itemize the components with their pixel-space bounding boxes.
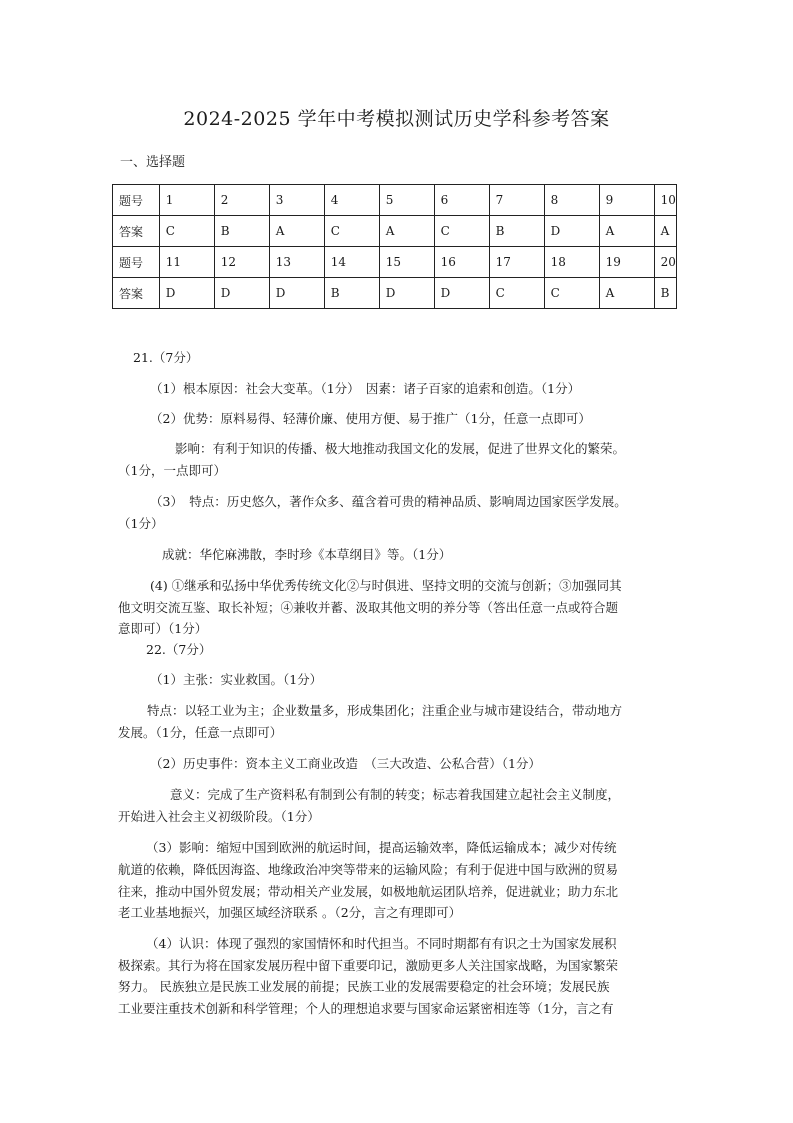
table-cell: A	[654, 216, 676, 247]
table-cell: C	[489, 278, 544, 309]
answer-22-4-line1: （4）认识：体现了强烈的家国情怀和时代担当。不同时期都有有识之士为国家发展积	[146, 936, 617, 951]
table-cell: C	[544, 278, 599, 309]
table-cell: C	[159, 216, 214, 247]
table-cell: A	[599, 216, 654, 247]
answer-table	[112, 184, 677, 309]
table-cell: 20	[654, 247, 676, 278]
question-22-heading: 22.（7分）	[146, 642, 212, 657]
answer-21-2-score: （1分，一点即可）	[118, 463, 226, 478]
table-cell: 13	[269, 247, 324, 278]
page-title: 2024-2025 学年中考模拟测试历史学科参考答案	[183, 108, 610, 130]
table-cell: C	[434, 216, 489, 247]
answer-21-4-line3: 意即可）（1分）	[118, 621, 208, 636]
table-cell: 12	[214, 247, 269, 278]
table-row	[113, 185, 677, 216]
table-cell: B	[214, 216, 269, 247]
answer-21-3-achievement: 成就：华佗麻沸散，李时珍《本草纲目》等。（1分）	[162, 547, 452, 562]
answer-22-4-line3: 努力。 民族独立是民族工业发展的前提；民族工业的发展需要稳定的社会环境；发展民族	[118, 979, 610, 994]
table-cell: 10	[654, 185, 676, 216]
table-cell: 9	[599, 185, 654, 216]
table-cell: 8	[544, 185, 599, 216]
answer-22-1: （1）主张：实业救国。（1分）	[150, 672, 323, 687]
table-cell: 11	[159, 247, 214, 278]
answer-22-2-score: 开始进入社会主义初级阶段。（1分）	[118, 809, 320, 824]
table-cell: 19	[599, 247, 654, 278]
table-cell: D	[159, 278, 214, 309]
answer-22-3-line4: 老工业基地振兴，加强区域经济联系 。（2分，言之有理即可）	[118, 905, 462, 920]
table-cell: 3	[269, 185, 324, 216]
table-cell: 2	[214, 185, 269, 216]
table-cell: 6	[434, 185, 489, 216]
table-row	[113, 247, 677, 278]
answer-22-1-score: 发展。（1分，任意一点即可）	[118, 725, 283, 740]
row-header-cell: 答案	[113, 278, 160, 309]
answer-22-2-significance: 意义：完成了生产资料私有制到公有制的转变；标志着我国建立起社会主义制度，	[170, 787, 621, 802]
table-cell: C	[324, 216, 379, 247]
answer-22-3-line2: 航道的依赖，降低因海盗、地缘政治冲突等带来的运输风险；有利于促进中国与欧洲的贸易	[118, 862, 619, 877]
table-cell: B	[324, 278, 379, 309]
answer-21-2-impact: 影响：有利于知识的传播、极大地推动我国文化的发展，促进了世界文化的繁荣。	[175, 441, 626, 456]
answer-22-3-line3: 往来，推动中国外贸发展；带动相关产业发展，如极地航运团队培养，促进就业；助力东北	[118, 884, 619, 899]
table-cell: D	[544, 216, 599, 247]
answer-22-2: （2）历史事件：资本主义工商业改造 （三大改造、公私合营）（1分）	[150, 756, 541, 771]
answer-21-1: （1）根本原因：社会大变革。（1分） 因素：诸子百家的追索和创造。（1分）	[150, 381, 581, 396]
answer-21-3: （3） 特点：历史悠久，著作众多、蕴含着可贵的精神品质、影响周边国家医学发展。	[150, 494, 627, 509]
table-cell: 7	[489, 185, 544, 216]
table-cell: 18	[544, 247, 599, 278]
answer-21-2: （2）优势：原料易得、轻薄价廉、使用方便、易于推广（1分，任意一点即可）	[150, 411, 591, 426]
table-cell: A	[379, 216, 434, 247]
table-cell: 15	[379, 247, 434, 278]
section-heading-multiple-choice: 一、选择题	[120, 155, 186, 170]
table-cell: 16	[434, 247, 489, 278]
answer-22-4-line4: 工业要注重技术创新和科学管理；个人的理想追求要与国家命运紧密相连等（1分，言之有	[118, 1001, 614, 1016]
table-cell: A	[269, 216, 324, 247]
question-21-heading: 21.（7分）	[133, 350, 199, 365]
table-cell: 17	[489, 247, 544, 278]
table-cell: B	[489, 216, 544, 247]
table-cell: A	[599, 278, 654, 309]
table-cell: B	[654, 278, 676, 309]
table-cell: 1	[159, 185, 214, 216]
table-cell: D	[214, 278, 269, 309]
answer-22-3-line1: （3）影响：缩短中国到欧洲的航运时间，提高运输效率，降低运输成本；减少对传统	[146, 840, 617, 855]
answer-21-3-score: （1分）	[118, 516, 164, 531]
table-cell: 14	[324, 247, 379, 278]
table-cell: 5	[379, 185, 434, 216]
table-cell: D	[379, 278, 434, 309]
answer-21-4-line1: (4) ①继承和弘扬中华优秀传统文化②与时俱进、坚持文明的交流与创新；③加强同其	[150, 578, 622, 593]
table-row	[113, 216, 677, 247]
table-cell: 4	[324, 185, 379, 216]
answer-22-4-line2: 极探索。其行为将在国家发展历程中留下重要印记，激励更多人关注国家战略，为国家繁荣	[118, 958, 619, 973]
row-header-cell: 题号	[113, 185, 160, 216]
table-cell: D	[269, 278, 324, 309]
answer-21-4-line2: 他文明交流互鉴、取长补短；④兼收并蓄、汲取其他文明的养分等（答出任意一点或符合题	[118, 600, 619, 615]
row-header-cell: 答案	[113, 216, 160, 247]
table-row	[113, 278, 677, 309]
row-header-cell: 题号	[113, 247, 160, 278]
table-cell: D	[434, 278, 489, 309]
answer-22-1-features: 特点：以轻工业为主；企业数量多，形成集团化；注重企业与城市建设结合，带动地方	[147, 703, 623, 718]
